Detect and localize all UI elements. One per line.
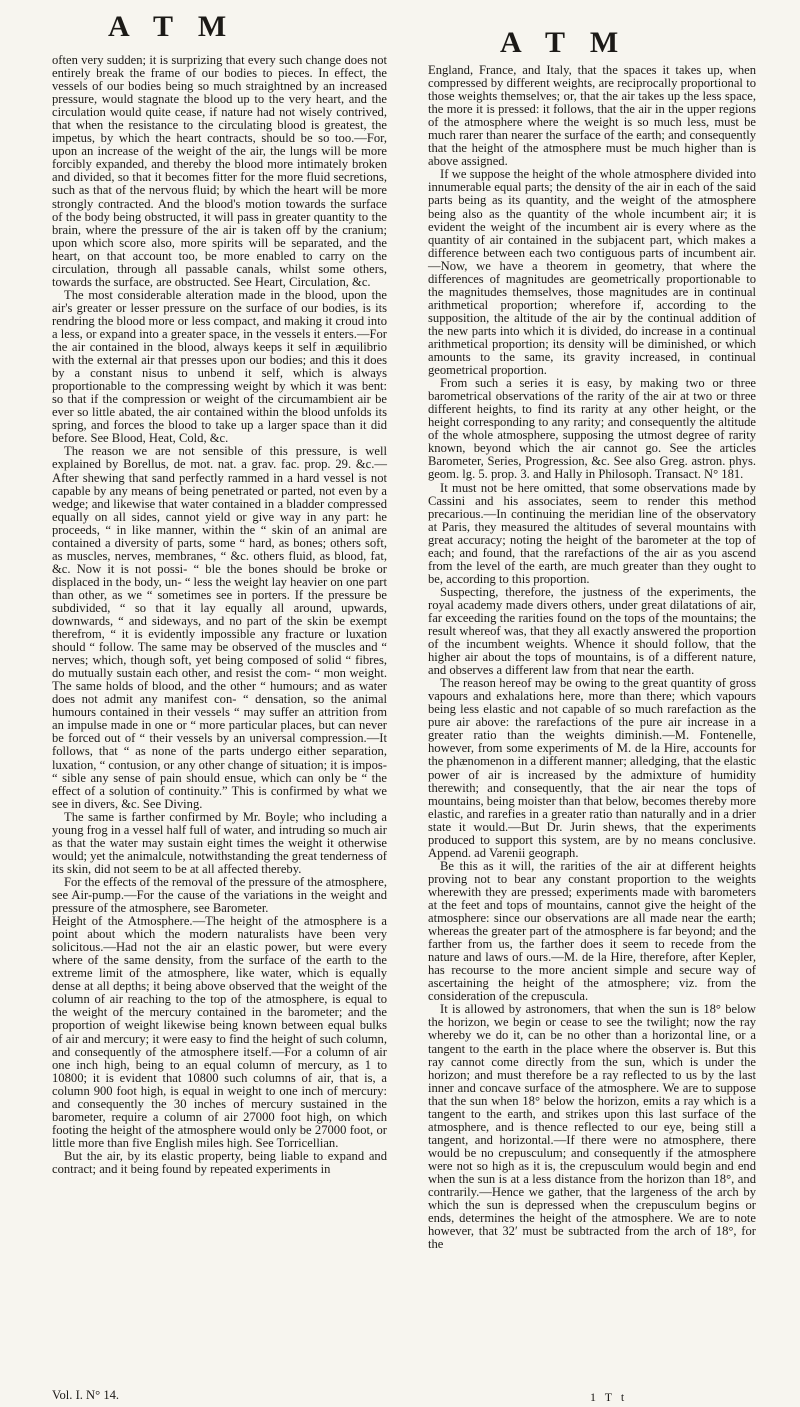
left-column <box>52 54 387 1176</box>
paragraph: England, France, and Italy, that the spaces it takes up, when compressed by different weights, are reciprocally proportional to those weights themselves; or, that the air takes up the less space, the more it is pressed: it follows, that the air in the upper regions of the atmosphere where the weight is so much less, must be much rarer than nearer the surface of the earth; and consequently that the height of the atmosphere must be much higher than is above assigned. <box>428 63 756 169</box>
paragraph: For the effects of the removal of the pressure of the atmosphere, see Air-pump.—For the cause of the variations in the weight and pressure of the atmosphere, see Barometer. <box>52 874 387 916</box>
right-column <box>428 64 756 1251</box>
signature-mark: 1 T t <box>590 1390 628 1404</box>
paragraph: Suspecting, therefore, the justness of the experiments, the royal academy made divers others, under great dilatations of air, far exceeding the rarities found on the tops of the mountains; the result whereof was, that they all exactly answered the proportion of the incumbent weights. Whence it should follow, that the higher air about the tops of mountains, is of a different nature, and observes a different law from that near the earth. <box>428 584 756 678</box>
paragraph: Height of the Atmosphere.—The height of the atmosphere is a point about which the modern naturalists have been very solicitous.—Had not the air an elastic power, but were every where of the same density, from the surface of the earth to the extreme limit of the atmosphere, like water, which is equally dense at all depths; it being above observed that the weight of the column of air reaching to the top of the atmosphere, is equal to the weight of the mercury contained in the barometer; and the proportion of weight likewise being known between equal bulks of air and mercury; it were easy to find the height of such column, and consequently of the atmosphere itself.—For a column of air one inch high, being to an equal column of mercury, as 1 to 10800; it is evident that 10800 such columns of air, that is, a column 900 foot high, is equal in weight to one inch of mercury: and consequently the 30 inches of mercury sustained in the barometer, require a column of air 27000 foot high, on which footing the height of the atmosphere would only be 27000 foot, or little more than five English miles high. See Torricellian. <box>52 914 387 1150</box>
paragraph: often very sudden; it is surprizing that every such change does not entirely break the frame of our bodies to pieces. In effect, the vessels of our bodies being so much straightned by an increased pressure, would stagnate the blood up to the very heart, and the circulation would quite cease, if nature had not wisely contrived, that when the resistance to the circulating blood is greatest, the impetus, by which the heart contracts, should be so too.—For, upon an increase of the weight of the air, the lungs will be more forcibly expanded, and thereby the blood more intimately broken and divided, so that it becomes fitter for the more fluid secretions, such as that of the nervous fluid; by which the heart will be more strongly contracted. And the blood's motion towards the surface of the body being obstructed, it will pass in greater quantity to the brain, where the pressure of the air is taken off by the cranium; upon which score also, more spirits will be separated, and the heart, on that account too, be more enabled to carry on the circulation, through all passable canals, whilst some others, towards the surface, are obstructed. See Heart, Circulation, &c. <box>52 53 387 289</box>
paragraph: But the air, by its elastic property, being liable to expand and contract; and it being found by repeated experiments in <box>52 1148 387 1176</box>
paragraph: The reason hereof may be owing to the great quantity of gross vapours and exhalations here, more than there; which vapours being less elastic and not capable of so much rarefaction as the pure air above: the rarefactions of the pure air increase in a greater ratio than the weights diminish.—M. Fontenelle, however, from some experiments of M. de la Hire, accounts for the phænomenon in a different manner; alledging, that the elastic power of air is increased by the admixture of humidity therewith; and consequently, that the air near the tops of mountains, being moister than that below, becomes thereby more elastic, and rarefies in a greater ratio than naturally and in a drier state it would.—But Dr. Jurin shews, that the experiments produced to support this system, are by no means conclusive. Append. ad Varenii geograph. <box>428 676 756 860</box>
page-header-right: A T M <box>500 26 628 59</box>
paragraph: The reason we are not sensible of this pressure, is well explained by Borellus, de mot. nat. a grav. fac. prop. 29. &c.—After shewing that sand perfectly rammed in a hard vessel is not capable by any means of being penetrated or parted, not even by a wedge; and likewise that water contained in a bladder compressed equally on all sides, cannot yield or give way in any part: he proceeds, “ in like manner, within the “ skin of an animal are contained a diversity of parts, some “ hard, as bones; others soft, as muscles, nerves, membranes, “ &c. others fluid, as blood, fat, &c. Now it is not possi- “ ble the bones should be broke or displaced in the body, un- “ less the weight lay heavier on one part than other, as we “ sometimes see in porters. If the pressure be subdivided, “ so that it lay equally all around, upwards, downwards, “ and sideways, and no part of the skin be exempt therefrom, “ it is evidently impossible any fracture or luxation should “ follow. The same may be observed of the muscles and “ nerves; which, though soft, yet being composed of solid “ fibres, do mutually sustain each other, and resist the com- “ mon weight. The same holds of blood, and the other “ humours; and as water does not admit any manifest con- “ densation, so the animal humours contained in their vessels “ may suffer an attrition from an impulse made in one or “ more particular places, but can never be forced out of “ their vessels by an universal compression.—It follows, that “ as none of the parts undergo either separation, luxation, “ contusion, or any other change of situation; it is impos- “ sible any sense of pain should ensue, which can only be “ the effect of a solution of continuity.” This is confirmed by what we see in divers, &c. See Diving. <box>52 444 387 811</box>
paragraph: If we suppose the height of the whole atmosphere divided into innumerable equal parts; the density of the air in each of the said parts being as its quantity, and the weight of the atmosphere being also as the quantity of the whole incumbent air; it is evident the weight of the incumbent air is every where as the quantity of air contained in the subjacent part, which makes a difference between each two contiguous parts of incumbent air.—Now, we have a theorem in geometry, that where the differences of magnitudes are geometrically proportionable to the magnitudes themselves, those magnitudes are in continual arithmetical proportion; wherefore if, according to the supposition, the altitude of the air by the continual addition of the new parts into which it is divided, do increase in a continual arithmetical proportion; its density will be diminished, or which amounts to the same, its gravity increased, in continual geometrical proportion. <box>428 167 756 378</box>
page-header-left: A T M <box>108 10 236 43</box>
paragraph: The most considerable alteration made in the blood, upon the air's greater or lesser pressure on the surface of our bodies, is its rendring the blood more or less compact, and making it croud into a less, or expand into a greater space, in the vessels it enters.—For the air contained in the blood, always keeps it self in æquilibrio with the external air that presses upon our bodies; and this it does by a constant nisus to unbend it self, which is always proportionable to the compressing weight by which it was bent: so that if the compression or weight of the circumambient air be ever so little abated, the air contained within the blood unfolds its spring, and forces the blood to take up a larger space than it did before. See Blood, Heat, Cold, &c. <box>52 287 387 446</box>
paragraph: The same is farther confirmed by Mr. Boyle; who including a young frog in a vessel half full of water, and intruding so much air as that the water may sustain eight times the weight it otherwise would; yet the animalcule, notwithstanding the great tenderness of its skin, did not seem to be at all affected thereby. <box>52 809 387 876</box>
volume-number: Vol. I. N° 14. <box>52 1388 120 1402</box>
paragraph: It must not be here omitted, that some observations made by Cassini and his associates, seem to render this method precarious.—In continuing the meridian line of the observatory at Paris, they measured the altitudes of several mountains with great accuracy; noting the height of the barometer at the top of each; and found, that the rarefactions of the air as you ascend from the level of the earth, are much greater than they ought to be, according to this proportion. <box>428 480 756 586</box>
paragraph: It is allowed by astronomers, that when the sun is 18° below the horizon, we begin or cease to see the twilight; now the ray whereby we do it, can be no other than a horizontal line, or a tangent to the earth in the place where the observer is. But this ray cannot come directly from the sun, which is under the horizon; and must therefore be a ray reflected to us by the last inner and concave surface of the atmosphere. We are to suppose that the sun when 18° below the horizon, emits a ray which is a tangent to the earth, and strikes upon this last surface of the atmosphere, and is thence reflected to our eye, being still a tangent, and horizontal.—If there were no atmosphere, there would be no crepusculum; and consequently if the atmosphere were not so high as it is, the crepusculum would begin and end when the sun is at a less distance from the horizon than 18°, and contrarily.—Hence we gather, that the largeness of the arch by which the sun is depressed when the crepusculum begins or ends, determines the height of the atmosphere. We are to note however, that 32′ must be subtracted from the arch of 18°, for the <box>428 1002 756 1252</box>
paragraph: From such a series it is easy, by making two or three barometrical observations of the rarity of the air at two or three different heights, to find its rarity at any other height, or the height corresponding to any rarity; and consequently the altitude of the whole atmosphere, supposing the utmost degree of rarity known, beyond which the air cannot go. See the articles Barometer, Series, Progression, &c. See also Greg. astron. phys. geom. lg. 5. prop. 3. and Hally in Philosoph. Transact. N° 181. <box>428 376 756 482</box>
paragraph: Be this as it will, the rarities of the air at different heights proving not to bear any constant proportion to the weights wherewith they are pressed; experiments made with barometers at the feet and tops of mountains, cannot give the height of the atmosphere: since our observations are all made near the earth; whereas the greater part of the atmosphere is far beyond; and the farther from us, the farther does it seem to recede from the nature and laws of ours.—M. de la Hire, therefore, after Kepler, has recourse to the more ancient simple and secure way of ascertaining the height of the atmosphere; viz. from the consideration of the crepuscula. <box>428 858 756 1004</box>
